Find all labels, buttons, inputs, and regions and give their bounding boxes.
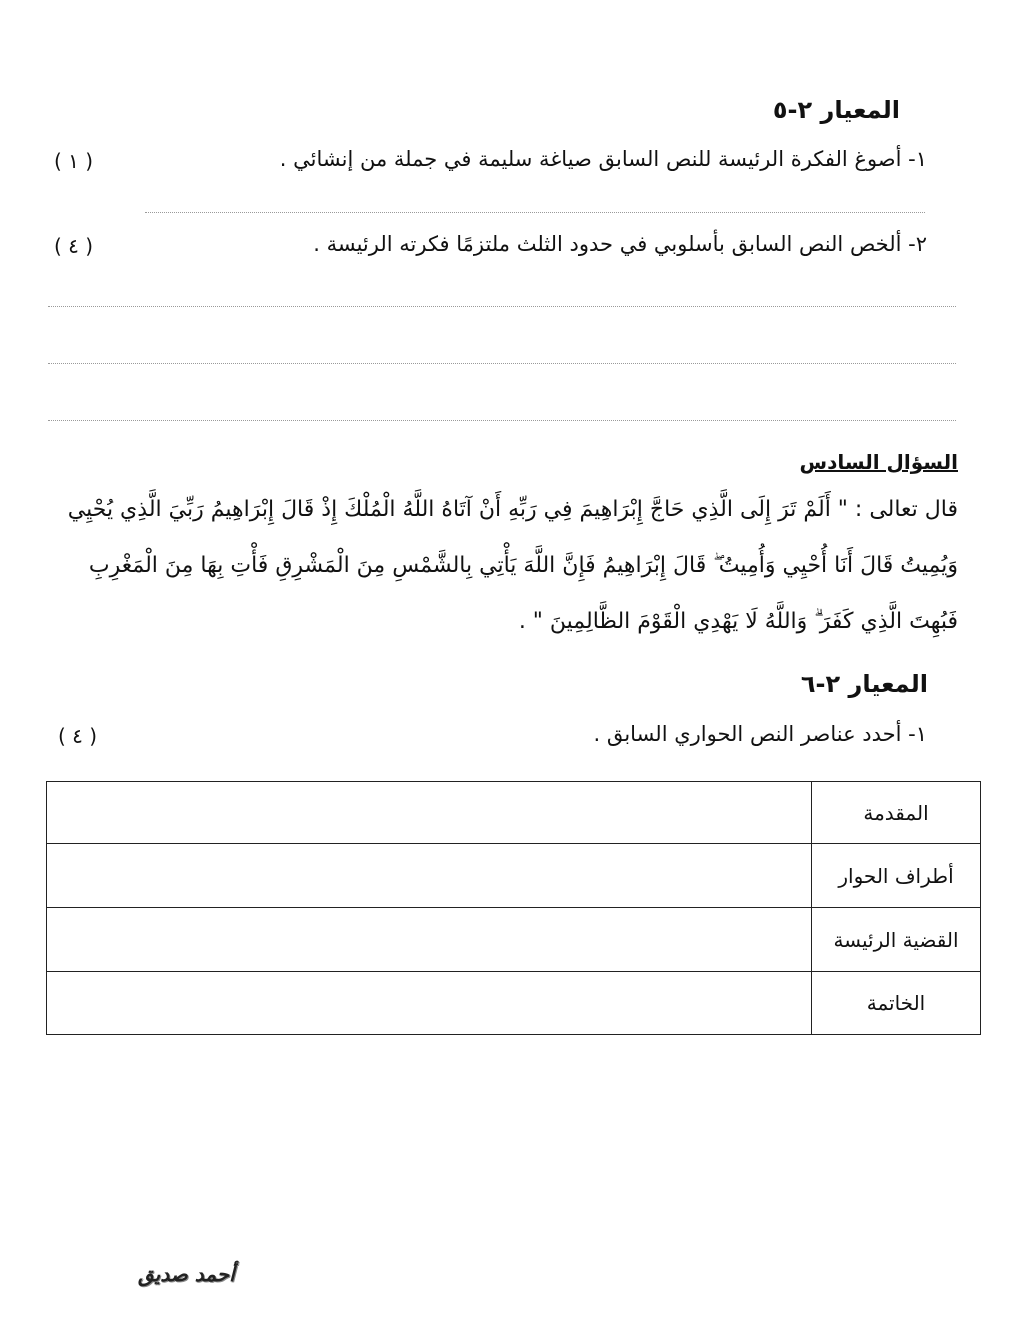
answer-cell-introduction[interactable] bbox=[47, 782, 812, 844]
answer-line[interactable] bbox=[48, 306, 956, 307]
question-six-title: السؤال السادس bbox=[799, 450, 958, 474]
question-5-1-text: ١- أصوغ الفكرة الرئيسة للنص السابق صياغة سليمة في جملة من إنشائي . bbox=[279, 147, 927, 171]
answer-line[interactable] bbox=[145, 212, 925, 213]
verse-line: قال تعالى : " أَلَمْ تَرَ إِلَى الَّذِي حَاجَّ إِبْرَاهِيمَ فِي رَبِّهِ أَنْ آتَاهُ اللَّهُ الْمُلْكَ إِذْ قَالَ إِبْرَاهِيمُ رَبِّيَ الَّذِي يُحْيِي bbox=[67, 497, 958, 522]
answer-cell-conclusion[interactable] bbox=[47, 972, 812, 1035]
answer-line[interactable] bbox=[48, 363, 956, 364]
row-label-introduction: المقدمة bbox=[812, 782, 981, 844]
answer-line[interactable] bbox=[48, 420, 956, 421]
row-label-conclusion: الخاتمة bbox=[812, 972, 981, 1035]
verse-line: فَبُهِتَ الَّذِي كَفَرَ ۗ وَاللَّهُ لَا يَهْدِي الْقَوْمَ الظَّالِمِينَ " . bbox=[518, 609, 958, 634]
question-5-2-text: ٢- ألخص النص السابق بأسلوبي في حدود الثلث ملتزمًا فكرته الرئيسة . bbox=[313, 232, 927, 256]
author-signature: أحمد صديق bbox=[138, 1262, 235, 1286]
question-5-2-mark: ( ٤ ) bbox=[54, 234, 94, 258]
dialogue-elements-table bbox=[46, 781, 981, 1035]
standard-6-heading: المعيار ٢-٦ bbox=[800, 670, 928, 698]
answer-cell-dialogue-parties[interactable] bbox=[47, 844, 812, 908]
verse-line: وَيُمِيتُ قَالَ أَنَا أُحْيِي وَأُمِيتُ ۖ قَالَ إِبْرَاهِيمُ فَإِنَّ اللَّهَ يَأْتِي بِالشَّمْسِ مِنَ الْمَشْرِقِ فَأْتِ بِهَا مِنَ الْمَغْرِبِ bbox=[88, 553, 958, 578]
table-row bbox=[47, 908, 981, 972]
answer-cell-main-issue[interactable] bbox=[47, 908, 812, 972]
table-row bbox=[47, 972, 981, 1035]
standard-5-heading: المعيار ٢-٥ bbox=[772, 96, 900, 124]
table-row bbox=[47, 782, 981, 844]
row-label-dialogue-parties: أطراف الحوار bbox=[812, 844, 981, 908]
row-label-main-issue: القضية الرئيسة bbox=[812, 908, 981, 972]
question-5-1-mark: ( ١ ) bbox=[54, 149, 94, 173]
question-6-1-mark: ( ٤ ) bbox=[58, 724, 98, 748]
question-6-1-text: ١- أحدد عناصر النص الحواري السابق . bbox=[593, 722, 927, 746]
table-row bbox=[47, 844, 981, 908]
quran-verse bbox=[48, 482, 958, 650]
